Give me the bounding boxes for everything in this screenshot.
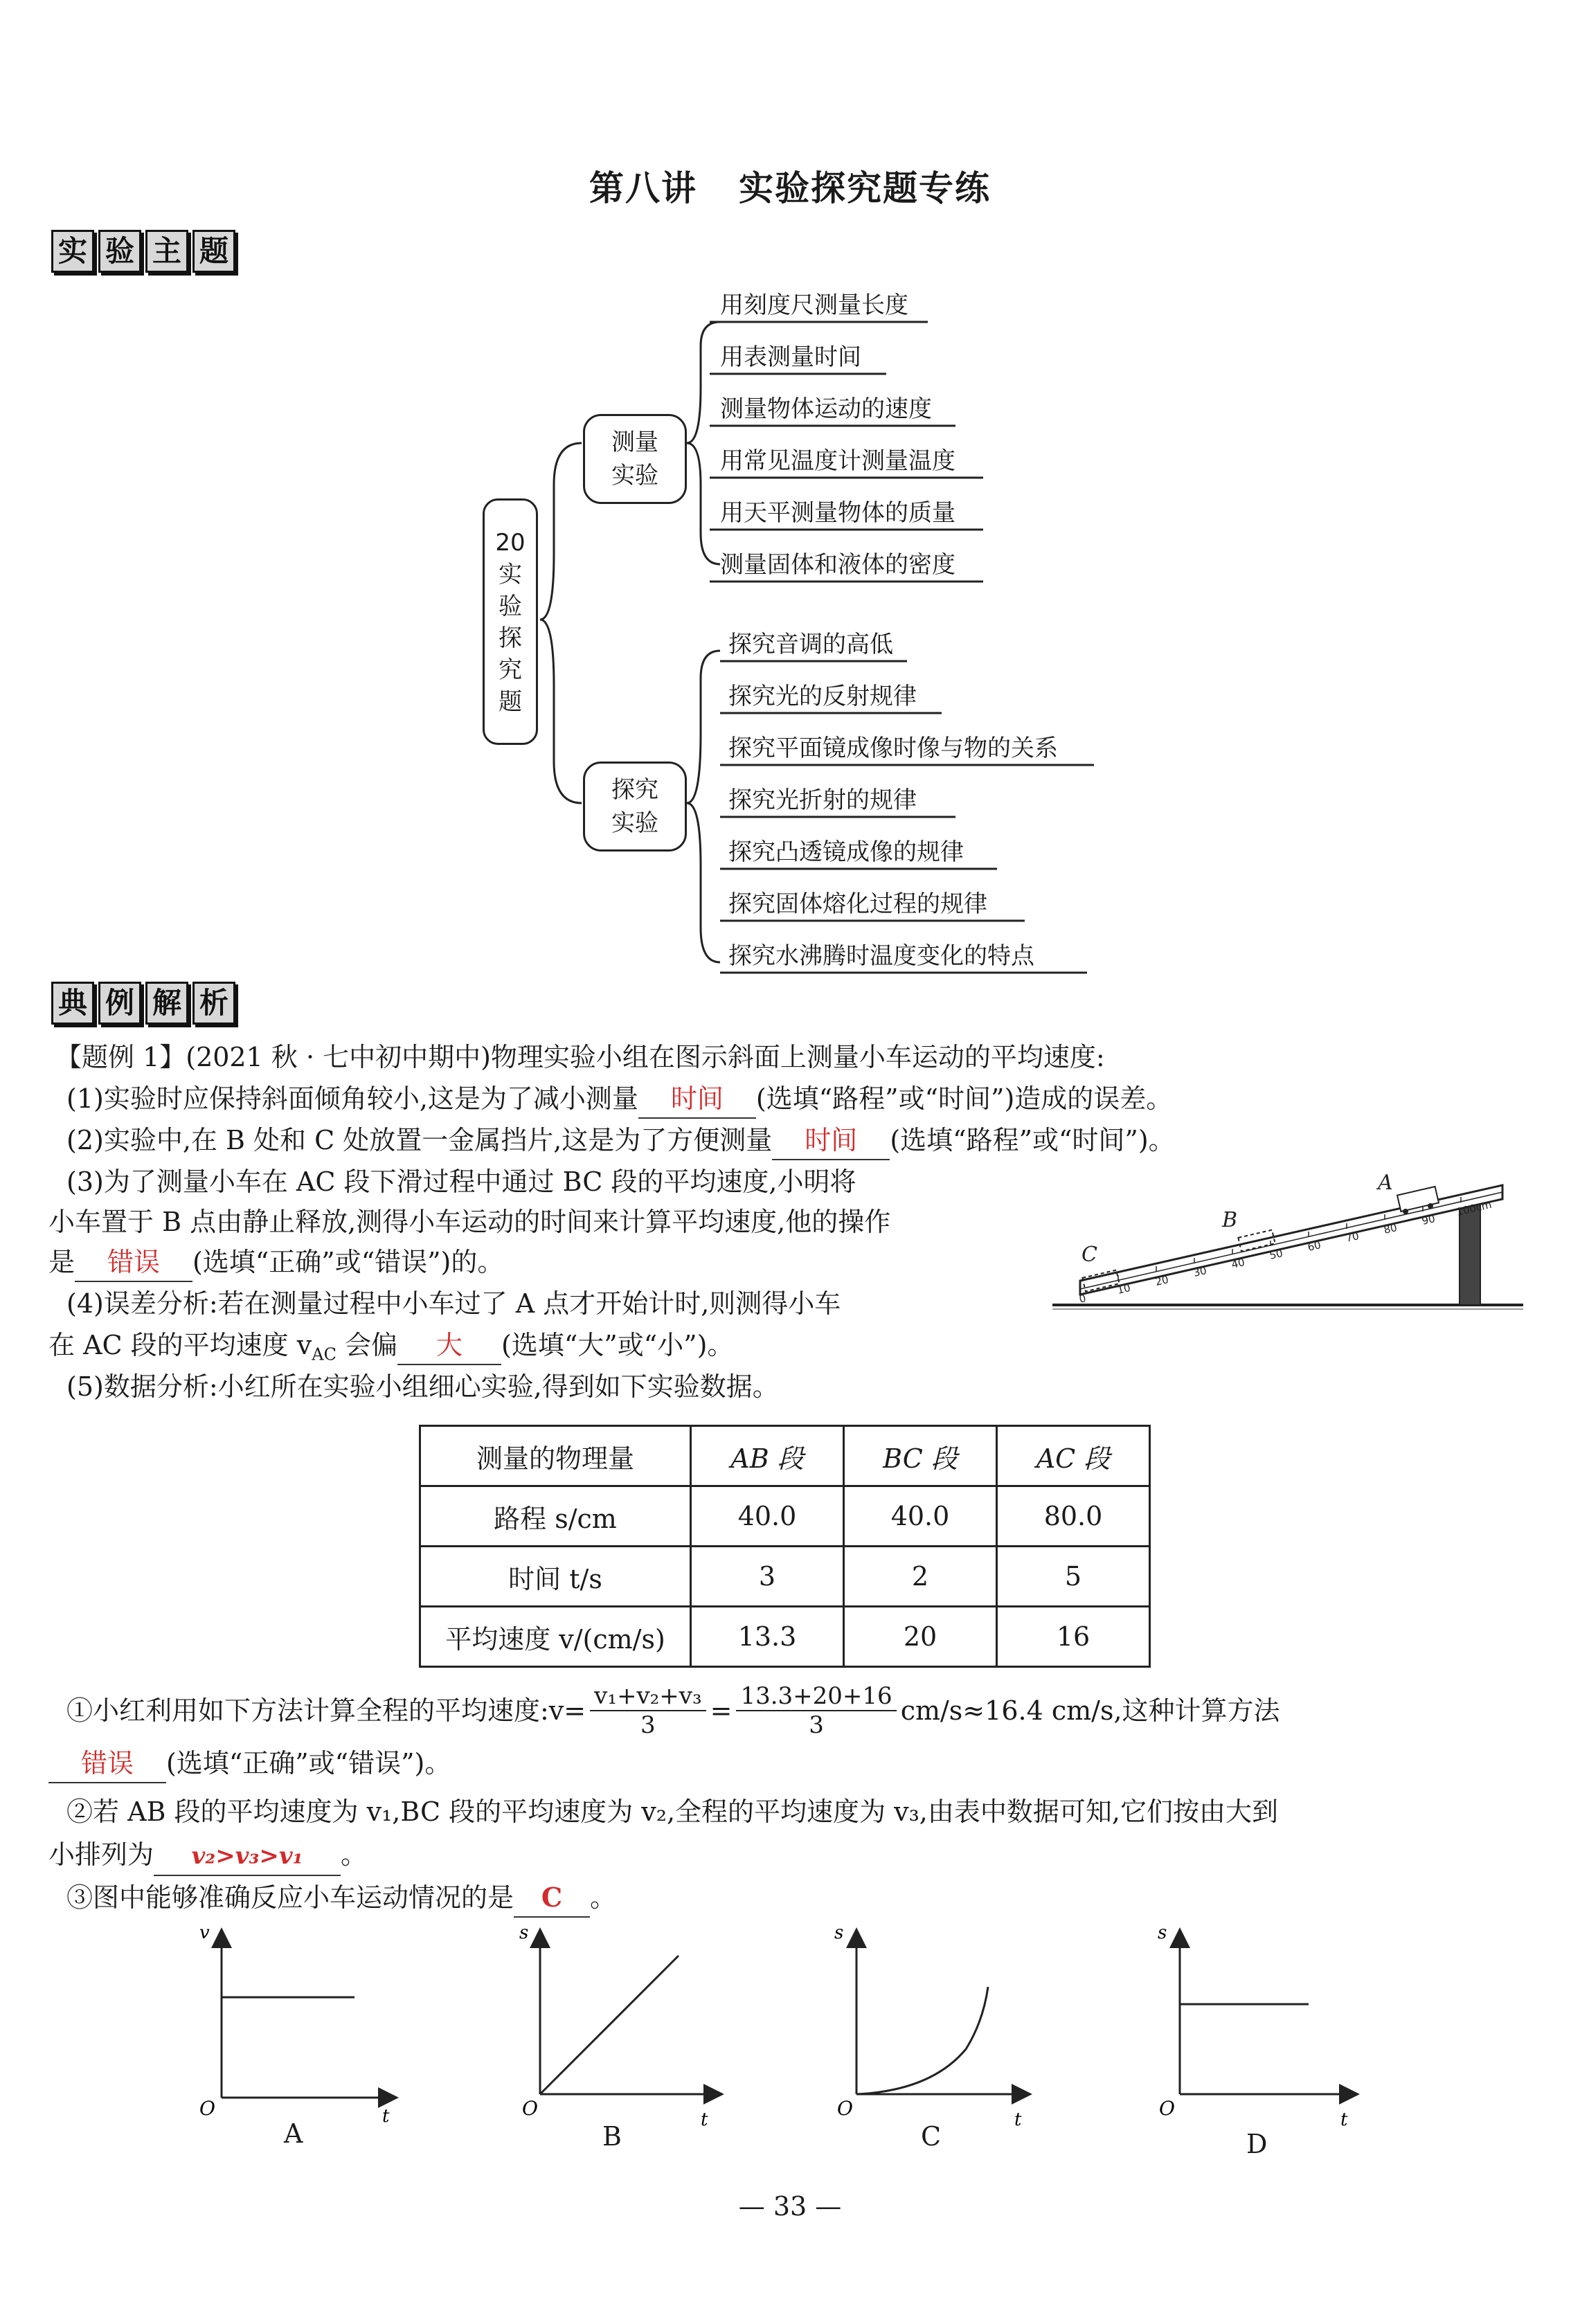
graph-label-a: A (284, 2118, 303, 2149)
badge-char: 验 (98, 230, 141, 273)
mindmap-branch-measure (583, 414, 687, 504)
mindmap-branch-explore (583, 762, 687, 852)
question-3-line1: (3)为了测量小车在 AC 段下滑过程中通过 BC 段的平均速度,小明将 (66, 1166, 856, 1197)
q3-answer: 错误 (75, 1243, 192, 1282)
q2-text: (2)实验中,在 B 处和 C 处放置一金属挡片,这是为了方便测量 (66, 1125, 773, 1155)
root-char: 题 (499, 688, 522, 716)
table-cell: 13.3 (691, 1607, 844, 1667)
mindmap-leaf: 用表测量时间 (720, 343, 861, 371)
q4-text: 会偏 (336, 1330, 398, 1360)
fraction-denominator: 3 (640, 1711, 656, 1739)
badge-char: 题 (192, 230, 235, 273)
root-char: 验 (499, 593, 522, 620)
table-header-cell: AB 段 (691, 1426, 844, 1486)
table-cell: 2 (844, 1547, 997, 1607)
incline-figure (1052, 1170, 1523, 1315)
question-4-line1: (4)误差分析:若在测量过程中小车过了 A 点才开始计时,则测得小车 (66, 1288, 841, 1319)
badge-char: 解 (145, 982, 188, 1025)
mindmap-leaf: 测量物体运动的速度 (720, 395, 932, 423)
table-header-cell: 测量的物理量 (420, 1426, 691, 1486)
ramp-tick: 40 (1230, 1256, 1246, 1271)
q4-text: 在 AC 段的平均速度 v (48, 1330, 312, 1360)
title-part1: 第八讲 (589, 168, 697, 208)
question-5: (5)数据分析:小红所在实验小组细心实验,得到如下实验数据。 (66, 1371, 779, 1402)
ramp-tick: 50 (1268, 1247, 1284, 1262)
table-header-cell: AC 段 (997, 1426, 1150, 1486)
table-cell: 5 (997, 1547, 1150, 1607)
sub-question-2-line2 (48, 1836, 367, 1876)
table-cell: 路程 s/cm (420, 1486, 691, 1547)
title-part2: 实验探究题专练 (739, 168, 991, 208)
table-cell: 40.0 (844, 1486, 997, 1547)
sub-question-3 (66, 1879, 616, 1918)
question-2 (66, 1122, 1175, 1160)
s1-text: cm/s≈16.4 cm/s,这种计算方法 (900, 1695, 1280, 1726)
ramp-label-c: C (1081, 1243, 1097, 1267)
root-char: 探 (499, 624, 522, 652)
s3-answer: C (514, 1879, 590, 1918)
graph-option-b[interactable] (512, 1918, 748, 2132)
mindmap-leaf: 探究音调的高低 (728, 631, 893, 658)
graph-x-label: t (1014, 2109, 1022, 2130)
s2-answer: v₂>v₃>v₁ (154, 1837, 341, 1876)
root-char: 20 (495, 529, 526, 557)
s1-text: (选填“正确”或“错误”)。 (166, 1748, 451, 1778)
q1-answer: 时间 (638, 1080, 756, 1119)
mindmap-leaf: 用常见温度计测量温度 (720, 447, 955, 475)
table-cell: 时间 t/s (420, 1547, 691, 1607)
fraction-numerator: v₁+v₂+v₃ (590, 1682, 706, 1711)
ramp-tick: 10 (1115, 1281, 1132, 1297)
graph-y-label: s (519, 1922, 529, 1943)
mindmap-leaf: 探究水沸腾时温度变化的特点 (728, 942, 1034, 970)
graph-option-d[interactable] (1155, 1918, 1390, 2132)
graph-option-c[interactable] (827, 1918, 1063, 2132)
equals-sign: = (710, 1695, 733, 1726)
mindmap-leaf: 探究光的反射规律 (728, 683, 917, 710)
q4-sub: AC (312, 1344, 336, 1364)
table-header-cell: BC 段 (844, 1426, 997, 1486)
page-number: — 33 — (738, 2191, 842, 2222)
branch-line: 实验 (611, 462, 658, 489)
sub-question-1 (66, 1682, 1280, 1739)
ramp-tick: 60 (1306, 1238, 1322, 1254)
branch-line: 实验 (611, 809, 658, 837)
mindmap-leaf: 探究固体熔化过程的规律 (728, 890, 987, 918)
badge-char: 例 (98, 982, 141, 1025)
q1-text: (1)实验时应保持斜面倾角较小,这是为了减小测量 (66, 1083, 638, 1114)
question-4-line2 (48, 1326, 733, 1373)
data-table (419, 1425, 1151, 1668)
table-cell: 16 (997, 1607, 1150, 1667)
graph-origin: O (1159, 2097, 1175, 2120)
graph-y-label: v (199, 1922, 210, 1943)
section-badge-examples (51, 982, 235, 1025)
q2-answer: 时间 (772, 1122, 890, 1160)
graph-option-a[interactable] (187, 1918, 422, 2132)
table-cell: 平均速度 v/(cm/s) (420, 1607, 691, 1667)
s2-text: 小排列为 (48, 1839, 154, 1870)
q3-text: 是 (48, 1247, 75, 1277)
table-header-row (420, 1426, 1150, 1486)
graph-y-label: s (1158, 1922, 1167, 1943)
branch-line: 探究 (611, 776, 658, 804)
graph-origin: O (522, 2097, 538, 2120)
fraction-denominator: 3 (809, 1711, 824, 1739)
graph-label-c: C (921, 2121, 942, 2152)
s1-text: ①小红利用如下方法计算全程的平均速度:v= (66, 1695, 586, 1726)
badge-char: 析 (192, 982, 235, 1025)
mindmap-leaf: 用刻度尺测量长度 (720, 291, 908, 319)
ramp-tick: 70 (1344, 1229, 1361, 1245)
mindmap-leaf: 用天平测量物体的质量 (720, 499, 955, 527)
sub-question-1-line2 (48, 1745, 451, 1783)
s2-text: 。 (341, 1839, 368, 1870)
s1-answer: 错误 (48, 1745, 166, 1783)
table-row (420, 1486, 1150, 1547)
table-cell: 20 (844, 1607, 997, 1667)
question-3-line3 (48, 1243, 503, 1282)
fraction-1 (590, 1682, 706, 1739)
fraction-numerator: 13.3+20+16 (736, 1682, 896, 1711)
q3-text: (选填“正确”或“错误”)的。 (192, 1247, 504, 1277)
ramp-tick: 80 (1382, 1221, 1399, 1236)
mindmap-leaf: 探究平面镜成像时像与物的关系 (728, 735, 1058, 762)
mindmap-leaf: 探究凸透镜成像的规律 (728, 838, 964, 866)
fraction-2 (736, 1682, 896, 1739)
ramp-tick: 0 (1077, 1292, 1088, 1306)
branch-line: 测量 (611, 429, 658, 456)
root-char: 究 (499, 656, 522, 684)
q4-text: (选填“大”或“小”)。 (501, 1330, 734, 1360)
graph-label-d: D (1246, 2129, 1268, 2159)
ramp-label-a: A (1378, 1171, 1393, 1195)
q1-text: (选填“路程”或“时间”)造成的误差。 (755, 1083, 1173, 1114)
root-char: 实 (499, 561, 522, 588)
badge-char: 典 (51, 982, 94, 1025)
sub-question-2: ②若 AB 段的平均速度为 v₁,BC 段的平均速度为 v₂,全程的平均速度为 v₃,由表中数据可知,它们按由大到 (66, 1796, 1278, 1827)
table-row (420, 1547, 1150, 1607)
q4-answer: 大 (397, 1326, 501, 1365)
mindmap-leaf: 探究光折射的规律 (728, 786, 917, 814)
mindmap-leaf: 测量固体和液体的密度 (720, 551, 955, 579)
graph-x-label: t (382, 2106, 390, 2127)
ramp-label-b: B (1222, 1208, 1238, 1232)
example-head: 【题例 1】(2021 秋 · 七中初中期中)物理实验小组在图示斜面上测量小车运动的平均速度: (55, 1042, 1105, 1072)
s3-text: ③图中能够准确反应小车运动情况的是 (66, 1882, 514, 1913)
question-1 (66, 1080, 1172, 1119)
ramp-tick: 100cm (1455, 1198, 1493, 1218)
graph-x-label: t (701, 2109, 708, 2130)
table-cell: 80.0 (997, 1486, 1150, 1547)
graph-y-label: s (834, 1922, 844, 1943)
graph-label-b: B (602, 2121, 622, 2152)
graph-origin: O (837, 2097, 853, 2120)
graph-x-label: t (1340, 2109, 1348, 2130)
ramp-tick: 30 (1192, 1264, 1208, 1279)
badge-char: 主 (145, 230, 188, 273)
question-3-line2: 小车置于 B 点由静止释放,测得小车运动的时间来计算平均速度,他的操作 (48, 1207, 891, 1237)
ramp-tick: 90 (1420, 1212, 1437, 1227)
graph-origin: O (199, 2097, 215, 2120)
s3-text: 。 (590, 1882, 617, 1913)
table-cell: 40.0 (691, 1486, 844, 1547)
badge-char: 实 (51, 230, 94, 273)
table-row (420, 1607, 1150, 1667)
table-cell: 3 (691, 1547, 844, 1607)
q2-text: (选填“路程”或“时间”)。 (890, 1125, 1175, 1155)
ramp-tick: 20 (1153, 1273, 1170, 1288)
